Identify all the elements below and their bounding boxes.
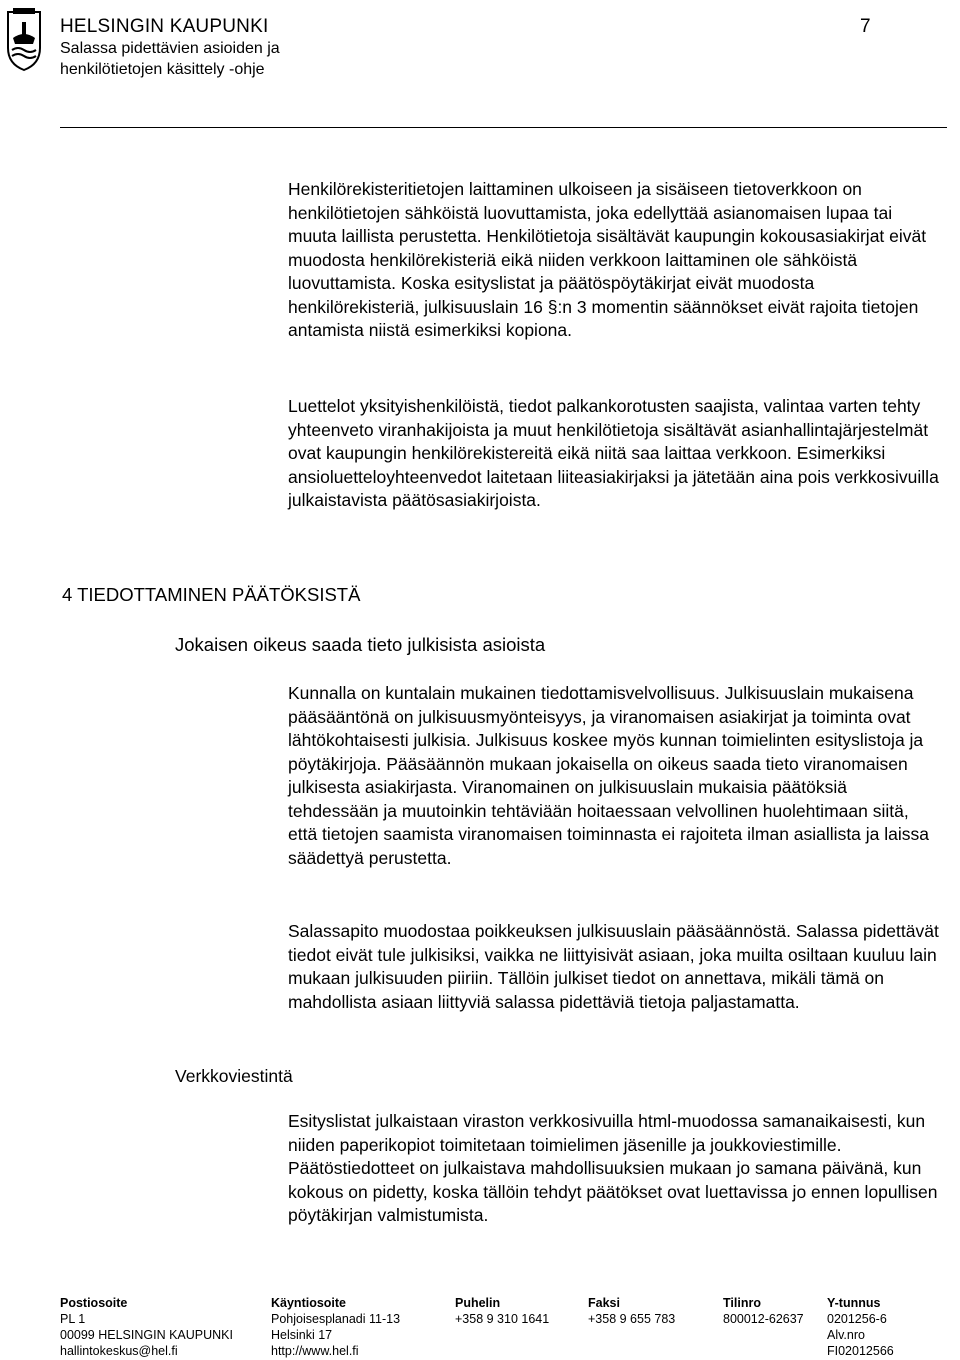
- footer-vat-number: FI02012566: [827, 1344, 894, 1358]
- footer-visiting-address: [271, 1295, 400, 1359]
- footer-business-id-value: 0201256-6: [827, 1312, 887, 1326]
- organization-name: HELSINGIN KAUPUNKI: [60, 16, 269, 37]
- footer-account-heading: Tilinro: [723, 1296, 761, 1310]
- paragraph-web-communication: Esityslistat julkaistaan viraston verkkosivuilla html-muodossa samanaikaisesti, kun niiden paperikopiot toimitetaan toimielimen jäsenille ja joukkoviestimille. Päätöstiedotteet on julkaistava mahdollisuuksien mukaan jo samana päivänä, kun kokous on pidetty, koska tällöin tehdyt päätökset ovat luettavissa jo ennen lopullisen pöytäkirjan valmistumista.: [288, 1111, 938, 1225]
- section-heading: 4 TIEDOTTAMINEN PÄÄTÖKSISTÄ: [62, 584, 361, 605]
- header-divider: [60, 127, 947, 128]
- footer-account: [723, 1295, 804, 1327]
- footer-website: http://www.hel.fi: [271, 1344, 359, 1358]
- paragraph-secrecy-exception: Salassapito muodostaa poikkeuksen julkisuuslain pääsäännöstä. Salassa pidettävät tiedot eivät tule julkisiksi, vaikka ne liittyisivät asiaan, joka muilta osiltaan kuuluu lain mukaan julkisuuden piiriin. Tällöin julkiset tiedot on annettava, mikäli tämä on mahdollista asiaan liittyviä salassa pidettäviä tietoja paljastamatta.: [288, 921, 939, 1012]
- footer-visiting-line1: Pohjoisesplanadi 11-13: [271, 1312, 401, 1326]
- paragraph-personal-registers: Luettelot yksityishenkilöistä, tiedot palkankorotusten saajista, valintaa varten tehty yhteenveto viranhakijoista ja muut henkilötietoja sisältävät asianhallintajärjestelmät ovat kaupungin henkilörekistereitä eikä niitä saa laittaa verkkoon. Esimerkiksi ansioluetteloyhteenvedot laitetaan liiteasiakirjaksi ja jätetään aina pois verkkosivuilla julkaistavista päätösasiakirjoista.: [288, 396, 939, 510]
- footer-phone: [455, 1295, 549, 1327]
- footer-phone-heading: Puhelin: [455, 1296, 501, 1310]
- footer-visiting-heading: Käyntiosoite: [271, 1296, 347, 1310]
- subsection-heading: Jokaisen oikeus saada tieto julkisista asioista: [175, 634, 546, 655]
- page-number: 7: [860, 16, 871, 37]
- footer-fax-heading: Faksi: [588, 1296, 620, 1310]
- footer-vat-label: Alv.nro: [827, 1328, 865, 1342]
- footer-fax-number: +358 9 655 783: [588, 1312, 676, 1326]
- paragraph-publicity-principle: Kunnalla on kuntalain mukainen tiedottamisvelvollisuus. Julkisuuslain mukaisena pääsääntönä on julkisuusmyönteisyys, ja viranomaisen asiakirjat ja toiminta ovat lähtökohtaisesti julkisia. Julkisuus koskee myös kunnan toimielinten esityslistoja ja pöytäkirjoja. Pääsäännön mukaan jokaisella on oikeus saada tieto viranomaisen julkisesta asiakirjasta. Viranomainen on julkisuuslain mukaisia päätöksiä tehdessään ja muutoinkin tehtäviään hoitaessaan velvollinen huolehtimaan siitä, että tietojen saamista viranomaisen toiminnasta ei rajoiteta ilman asiallista ja laissa säädettyä perustetta.: [288, 683, 930, 868]
- document-subtitle-line2: henkilötietojen käsittely -ohje: [60, 61, 265, 78]
- footer-visiting-line2: Helsinki 17: [271, 1328, 333, 1342]
- footer-business-id: [827, 1295, 894, 1359]
- document-subtitle-line1: Salassa pidettävien asioiden ja: [60, 40, 280, 57]
- footer-postal-heading: Postiosoite: [60, 1296, 128, 1310]
- footer-account-number: 800012-62637: [723, 1312, 804, 1326]
- footer-phone-number: +358 9 310 1641: [455, 1312, 550, 1326]
- footer-postal-line1: PL 1: [60, 1312, 86, 1326]
- footer-fax: [588, 1295, 675, 1327]
- paragraph-network-publishing: Henkilörekisteritietojen laittaminen ulkoiseen ja sisäiseen tietoverkkoon on henkilötietojen sähköistä luovuttamista, joka edellyttää asianomaisen lupaa tai muuta laillista perustetta. Henkilötietoja sisältävät kaupungin kokousasiakirjat eivät muodosta henkilörekisteriä eikä niiden verkkoon laittaminen ole sähköistä luovuttamista. Koska esityslistat ja päätöspöytäkirjat eivät muodosta henkilörekisteriä, julkisuuslain 16 §:n 3 momentin säännökset eivät rajoita tietojen antamista niistä esimerkiksi kopiona.: [288, 179, 927, 340]
- side-label-web-communication: Verkkoviestintä: [175, 1066, 293, 1086]
- footer-business-id-heading: Y-tunnus: [827, 1296, 881, 1310]
- footer-postal-address: [60, 1295, 233, 1359]
- footer-postal-line2: 00099 HELSINGIN KAUPUNKI: [60, 1328, 233, 1342]
- helsinki-coat-of-arms-logo: [4, 8, 44, 74]
- footer-email: hallintokeskus@hel.fi: [60, 1344, 178, 1358]
